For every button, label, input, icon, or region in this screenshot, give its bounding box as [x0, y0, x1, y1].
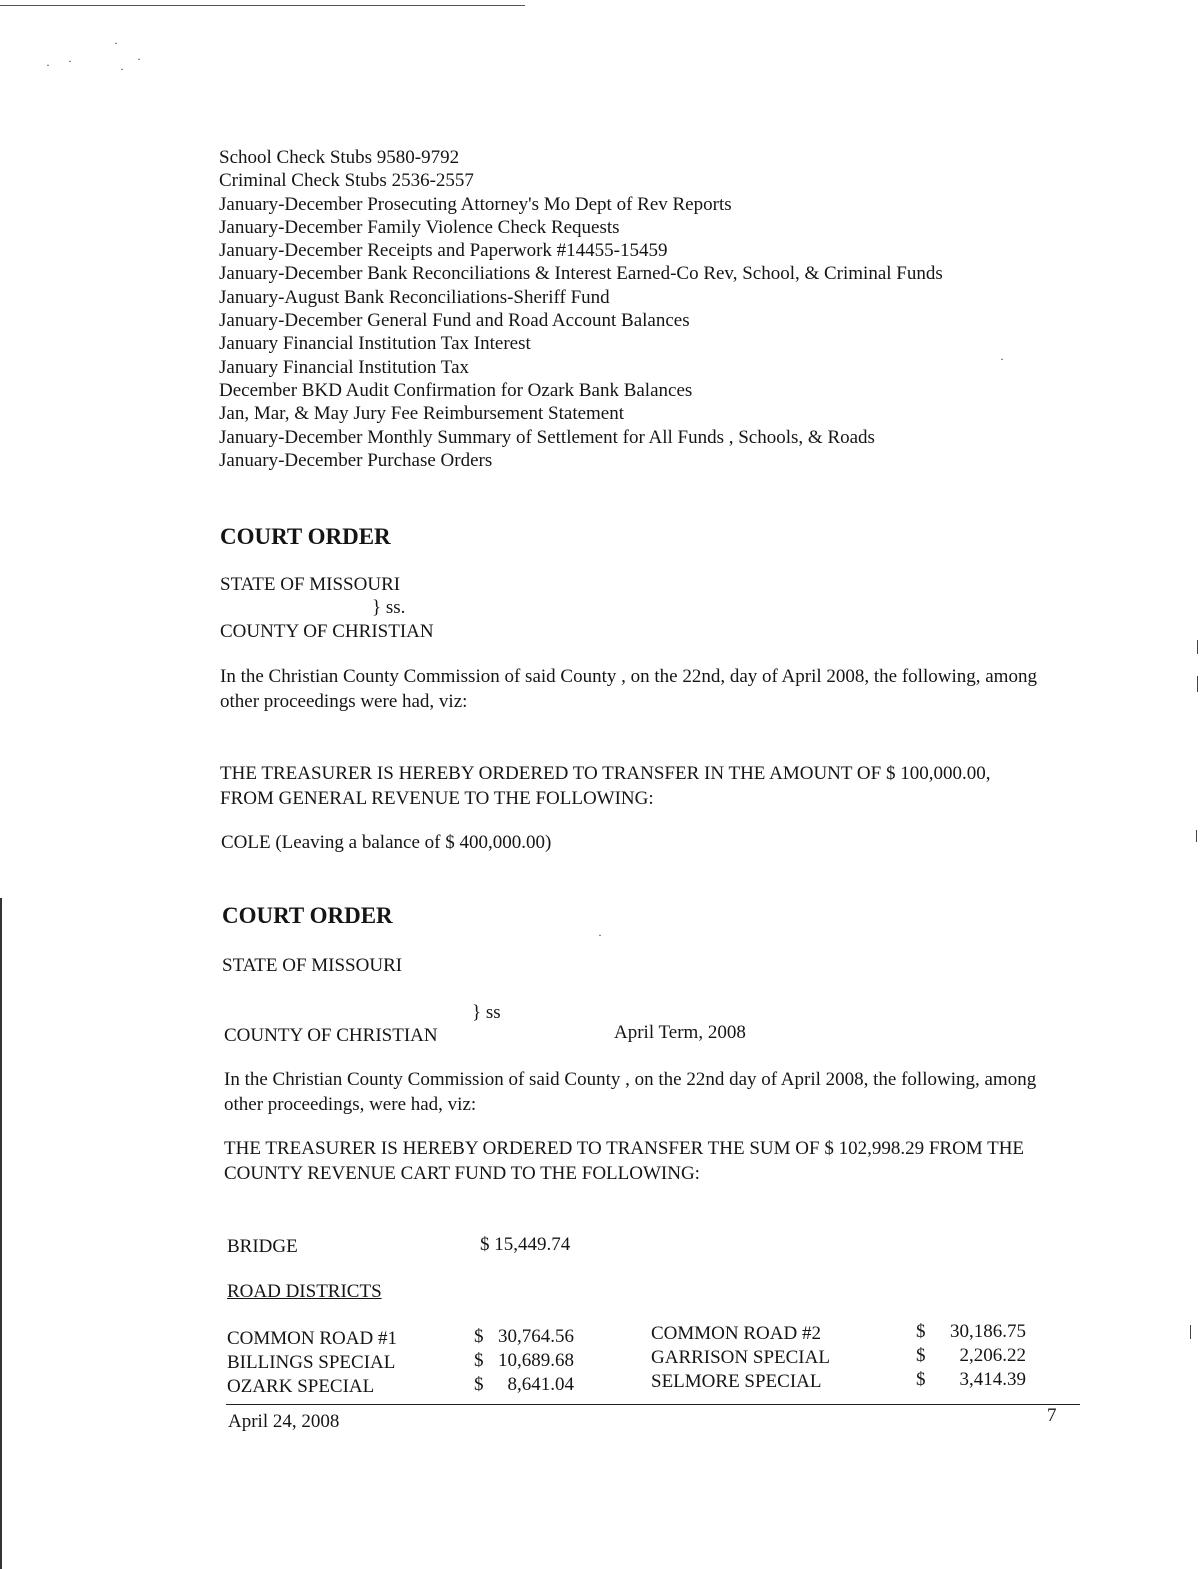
district-amounts-left — [490, 1326, 574, 1398]
dollar-sign: $ — [916, 1321, 926, 1342]
district-name: OZARK SPECIAL — [227, 1376, 375, 1397]
dollar-sign: $ — [474, 1326, 484, 1347]
order-text-line: THE TREASURER IS HEREBY ORDERED TO TRANSFER IN THE AMOUNT OF $ 100,000.00, — [220, 763, 991, 784]
order-text-line: FROM GENERAL REVENUE TO THE FOLLOWING: — [220, 788, 654, 809]
court-order-heading: COURT ORDER — [220, 524, 391, 549]
scan-speck: · — [46, 58, 50, 72]
scan-mark — [1196, 830, 1197, 842]
term-label: April Term, 2008 — [614, 1022, 746, 1043]
scan-speck: · — [137, 52, 141, 66]
dollar-sign: $ — [916, 1369, 926, 1390]
list-item: January-December Bank Reconciliations & Interest Earned-Co Rev, School, & Criminal Funds — [219, 263, 943, 285]
order-intro — [220, 664, 1037, 714]
district-amount: 3,414.39 — [959, 1369, 1026, 1390]
list-item: School Check Stubs 9580-9792 — [219, 147, 460, 168]
footer-date: April 24, 2008 — [228, 1411, 340, 1432]
district-dollar-right — [916, 1321, 926, 1393]
district-amount: 30,186.75 — [950, 1321, 1026, 1342]
district-name: SELMORE SPECIAL — [651, 1371, 822, 1392]
bridge-label: BRIDGE — [227, 1236, 298, 1257]
page-number: 7 — [1047, 1405, 1057, 1426]
scan-top-line — [0, 5, 525, 6]
scan-speck: · — [114, 36, 118, 50]
district-amount: 2,206.22 — [959, 1345, 1026, 1366]
cole-line: COLE (Leaving a balance of $ 400,000.00) — [221, 832, 552, 853]
order-text-line: COUNTY REVENUE CART FUND TO THE FOLLOWING: — [224, 1163, 700, 1184]
district-dollar-left — [474, 1326, 484, 1398]
list-item: January-December General Fund and Road Account Balances — [219, 310, 690, 332]
ss-label: } ss. — [372, 597, 406, 618]
order-text — [220, 761, 990, 811]
list-item: January-December Monthly Summary of Settlement for All Funds , Schools, & Roads — [219, 426, 875, 448]
county-label: COUNTY OF CHRISTIAN — [224, 1025, 438, 1046]
district-name: COMMON ROAD #1 — [227, 1328, 397, 1349]
dollar-sign: $ — [474, 1374, 484, 1395]
scan-speck: · — [120, 62, 124, 76]
road-districts-heading: ROAD DISTRICTS — [227, 1281, 382, 1302]
district-name: GARRISON SPECIAL — [651, 1347, 830, 1368]
order-intro — [224, 1067, 1036, 1117]
list-item: January-December Receipts and Paperwork #14455-15459 — [219, 240, 668, 262]
list-item: December BKD Audit Confirmation for Ozark Bank Balances — [219, 379, 693, 401]
order-intro-line: other proceedings were had, viz: — [220, 691, 468, 712]
scan-speck: · — [1000, 352, 1004, 366]
list-item: January-December Prosecuting Attorney's Mo Dept of Rev Reports — [219, 193, 732, 215]
list-item: Jan, Mar, & May Jury Fee Reimbursement Statement — [219, 403, 625, 425]
footer-rule — [226, 1404, 1080, 1405]
order-intro-line: In the Christian County Commission of said County , on the 22nd day of April 2008, the following, among — [224, 1069, 1037, 1090]
district-name: BILLINGS SPECIAL — [227, 1352, 396, 1373]
state-label: STATE OF MISSOURI — [220, 574, 401, 595]
dollar-sign: $ — [474, 1350, 484, 1371]
district-amounts-right — [934, 1321, 1026, 1393]
county-label: COUNTY OF CHRISTIAN — [220, 621, 434, 642]
district-names-left — [227, 1328, 397, 1400]
list-item: January-December Purchase Orders — [219, 449, 493, 471]
list-item: January-August Bank Reconciliations-Sheriff Fund — [219, 286, 610, 308]
scan-mark — [1190, 1325, 1191, 1339]
list-item: January Financial Institution Tax Interest — [219, 333, 531, 355]
scan-left-edge — [0, 898, 2, 1569]
check-list — [219, 146, 943, 472]
order-text-line: THE TREASURER IS HEREBY ORDERED TO TRANSFER THE SUM OF $ 102,998.29 FROM THE — [224, 1138, 1025, 1159]
list-item: January-December Family Violence Check Requests — [219, 216, 620, 238]
state-label: STATE OF MISSOURI — [222, 955, 403, 976]
scan-speck: · — [598, 928, 602, 942]
order-intro-line: In the Christian County Commission of said County , on the 22nd, day of April 2008, the following, among — [220, 666, 1037, 687]
district-amount: 8,641.04 — [507, 1374, 574, 1395]
district-name: COMMON ROAD #2 — [651, 1323, 821, 1344]
scan-speck: · — [68, 54, 72, 68]
district-amount: 10,689.68 — [498, 1350, 574, 1371]
list-item: January Financial Institution Tax — [219, 356, 470, 378]
scan-mark — [1197, 676, 1198, 692]
dollar-sign: $ — [916, 1345, 926, 1366]
scan-mark — [1197, 640, 1198, 654]
court-order-heading: COURT ORDER — [222, 903, 393, 928]
district-amount: 30,764.56 — [498, 1326, 574, 1347]
order-intro-line: other proceedings, were had, viz: — [224, 1094, 477, 1115]
district-names-right — [651, 1323, 830, 1395]
list-item: Criminal Check Stubs 2536-2557 — [219, 170, 474, 192]
order-text — [224, 1136, 1024, 1186]
ss-label: } ss — [472, 1002, 501, 1023]
bridge-amount: $ 15,449.74 — [480, 1234, 571, 1255]
